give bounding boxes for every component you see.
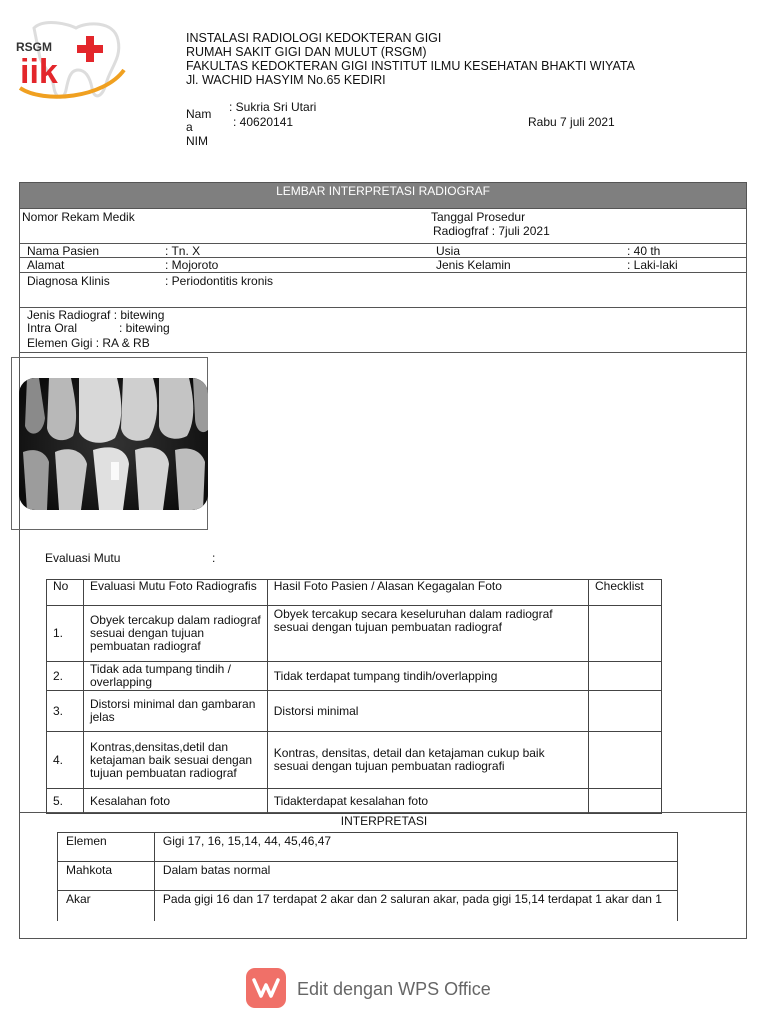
bitewing-radiograph-image: [19, 378, 208, 510]
row-no: 1.: [47, 606, 84, 662]
row-hasil: Tidak terdapat tumpang tindih/overlapping: [267, 662, 588, 691]
usia-label: Usia: [436, 244, 461, 258]
alamat-value: : Mojoroto: [165, 258, 219, 272]
table-row: [47, 662, 662, 691]
table-row: [58, 862, 678, 891]
row-checklist: [589, 691, 662, 732]
evaluasi-mutu-table: [46, 579, 662, 814]
divider: [19, 352, 747, 353]
row-no: 5.: [47, 789, 84, 814]
form-title-band: [19, 182, 747, 209]
row-checklist: [589, 662, 662, 691]
header-hasil: Hasil Foto Pasien / Alasan Kegagalan Foto: [267, 580, 588, 606]
table-row: [58, 833, 678, 862]
row-hasil: Tidakterdapat kesalahan foto: [267, 789, 588, 814]
table-row: [47, 691, 662, 732]
logo-text-rsgm: RSGM: [16, 40, 52, 54]
nama-label-wrap: a: [186, 120, 193, 134]
diagnosa-label: Diagnosa Klinis: [27, 274, 110, 288]
table-row: [47, 606, 662, 662]
divider: [19, 272, 747, 273]
row-no: 4.: [47, 732, 84, 789]
header-checklist: Checklist: [589, 580, 662, 606]
header-no: No: [47, 580, 84, 606]
rekam-medik-label: Nomor Rekam Medik: [22, 210, 135, 224]
header-line-3: FAKULTAS KEDOKTERAN GIGI INSTITUT ILMU KESEHATAN BHAKTI WIYATA: [186, 59, 635, 73]
row-hasil: Obyek tercakup secara keseluruhan dalam radiograf sesuai dengan tujuan pembuatan radiograf: [267, 606, 588, 662]
interpretasi-value-akar: Pada gigi 16 dan 17 terdapat 2 akar dan 2 saluran akar, pada gigi 15,14 terdapat 1 akar dan 1: [154, 891, 677, 922]
rsgm-iik-logo: [14, 18, 132, 102]
interpretasi-value-mahkota: Dalam batas normal: [154, 862, 677, 891]
elemen-gigi: Elemen Gigi : RA & RB: [27, 336, 150, 350]
nim-value: : 40620141: [233, 115, 294, 129]
row-kriteria: Obyek tercakup dalam radiograf sesuai dengan tujuan pembuatan radiograf: [83, 606, 267, 662]
interpretasi-label-akar: Akar: [58, 891, 155, 922]
wps-edit-link[interactable]: Edit dengan WPS Office: [297, 979, 491, 999]
evaluasi-mutu-label: Evaluasi Mutu: [45, 551, 121, 565]
interpretasi-table: [57, 832, 678, 921]
diagnosa-value: : Periodontitis kronis: [165, 274, 274, 288]
header-line-2: RUMAH SAKIT GIGI DAN MULUT (RSGM): [186, 45, 427, 59]
nim-label: NIM: [186, 134, 208, 148]
row-no: 2.: [47, 662, 84, 691]
nama-label: Nam: [186, 107, 212, 121]
wps-office-logo-icon[interactable]: [246, 968, 286, 1008]
table-row: [47, 789, 662, 814]
row-hasil: Distorsi minimal: [267, 691, 588, 732]
nama-pasien-value: : Tn. X: [165, 244, 201, 258]
interpretasi-label-elemen: Elemen: [58, 833, 155, 862]
evaluasi-header-row: [47, 580, 662, 606]
header-evaluasi: Evaluasi Mutu Foto Radiografis: [83, 580, 267, 606]
header-line-4: Jl. WACHID HASYIM No.65 KEDIRI: [186, 73, 386, 87]
jenis-kelamin-label: Jenis Kelamin: [436, 258, 511, 272]
row-kriteria: Distorsi minimal dan gambaran jelas: [83, 691, 267, 732]
form-title: LEMBAR INTERPRETASI RADIOGRAF: [276, 184, 490, 198]
jenis-radiograf: Jenis Radiograf : bitewing: [27, 308, 165, 322]
tanggal-prosedur-label: Tanggal Prosedur: [431, 210, 526, 224]
table-row: [58, 891, 678, 922]
nama-pasien-label: Nama Pasien: [27, 244, 100, 258]
row-checklist: [589, 732, 662, 789]
row-kriteria: Kesalahan foto: [83, 789, 267, 814]
row-hasil: Kontras, densitas, detail dan ketajaman cukup baik sesuai dengan tujuan pembuatan radiografi: [267, 732, 588, 789]
report-date: Rabu 7 juli 2021: [528, 115, 615, 129]
intra-oral-label: Intra Oral: [27, 321, 78, 335]
jenis-kelamin-value: : Laki-laki: [627, 258, 678, 272]
nama-value: : Sukria Sri Utari: [229, 100, 317, 114]
row-kriteria: Tidak ada tumpang tindih / overlapping: [83, 662, 267, 691]
radiograf-date: Radiogfraf : 7juli 2021: [433, 224, 550, 238]
header-line-1: INSTALASI RADIOLOGI KEDOKTERAN GIGI: [186, 31, 442, 45]
row-checklist: [589, 606, 662, 662]
usia-value: : 40 th: [627, 244, 661, 258]
alamat-label: Alamat: [27, 258, 65, 272]
interpretasi-title: INTERPRETASI: [340, 814, 428, 828]
row-no: 3.: [47, 691, 84, 732]
interpretasi-label-mahkota: Mahkota: [58, 862, 155, 891]
interpretasi-table-clip: [57, 832, 679, 921]
evaluasi-mutu-colon: :: [212, 551, 216, 565]
interpretasi-value-elemen: Gigi 17, 16, 15,14, 44, 45,46,47: [154, 833, 677, 862]
row-kriteria: Kontras,densitas,detil dan ketajaman baik sesuai dengan tujuan pembuatan radiograf: [83, 732, 267, 789]
logo-text-iik: iik: [20, 53, 58, 91]
table-row: [47, 732, 662, 789]
row-checklist: [589, 789, 662, 814]
intra-oral-value: : bitewing: [119, 321, 170, 335]
